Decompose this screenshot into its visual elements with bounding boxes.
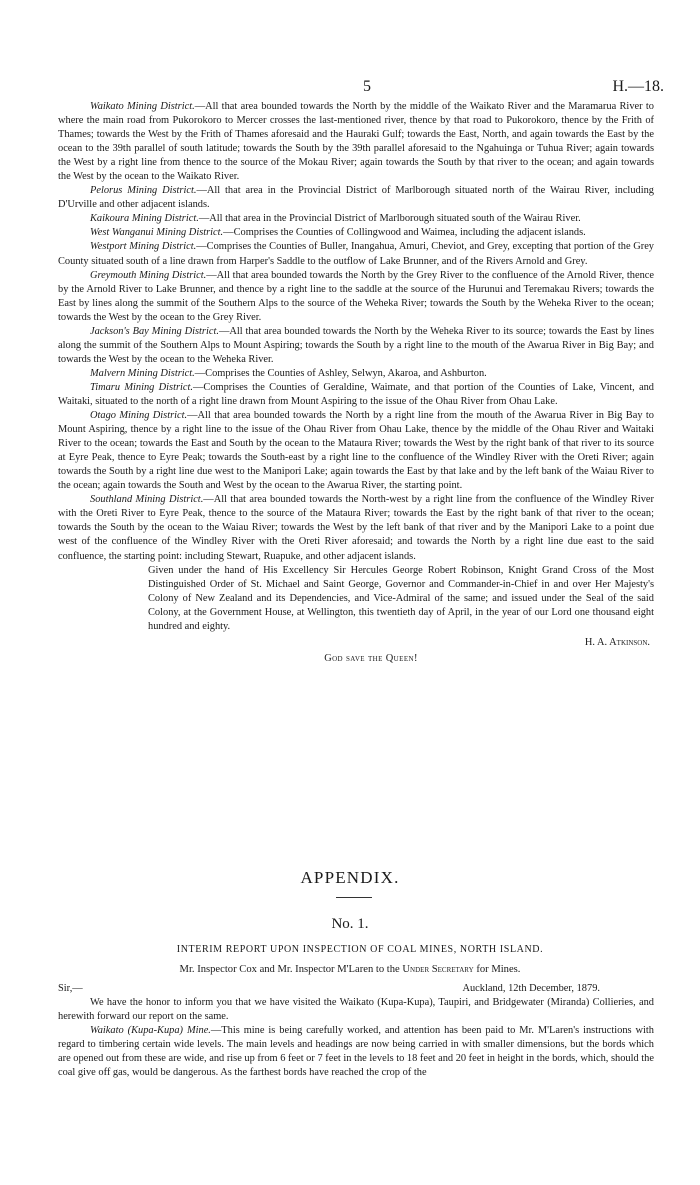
district-paragraph xyxy=(58,226,654,240)
salutation-row xyxy=(58,980,654,996)
page-number: 5 xyxy=(363,78,371,95)
district-paragraph xyxy=(58,184,654,212)
report-subtitle: INTERIM REPORT UPON INSPECTION OF COAL MINES, NORTH ISLAND. xyxy=(176,944,544,955)
district-name: Malvern Mining District. xyxy=(90,367,195,379)
district-description: —Comprises the Counties of Buller, Inangahua, Amuri, Cheviot, and Grey, excepting that portion of the Grey County situated south of a line drawn from Harper's Saddle to the outflow of Lake Brunner, and of the Rivers Arnold and Grey. xyxy=(58,241,655,267)
district-paragraph xyxy=(58,325,654,367)
district-description: —All that area bounded towards the North by the Weheka River to its source; towards the East by lines along the summit of the Southern Alps to Mount Aspiring; towards the South by a right line to the mouth of the Awarua River in Big Bay; and towards the West by the ocean to the Weheka River. xyxy=(58,325,654,365)
page-header xyxy=(0,78,700,98)
district-name: Kaikoura Mining District. xyxy=(90,213,199,225)
district-description: —Comprises the Counties of Geraldine, Waimate, and that portion of the Counties of Lake, Vincent, and Waitaki, situated to the north of a right line drawn from Mount Aspiring to the issue of the Ohau River from Ohau Lake. xyxy=(58,381,654,407)
district-description: —All that area bounded towards the North-west by a right line from the confluence of the Windley River with the Oreti River to Eyre Peak, thence to the source of the Mataura River; towards the East by the right bank of that river to the ocean; towards the South by the ocean to the Waiau River; towards the West by the left bank of that river and by the Manipori Lake to a point due west of the confluence of the Windley River with the Oreti River aforesaid; and towards the North by a right line due east to the said confluence, the starting point: including Stewart, Ruapuke, and other adjacent islands. xyxy=(58,494,654,562)
salutation: Sir,— xyxy=(58,983,83,994)
district-name: Southland Mining District. xyxy=(90,494,204,506)
district-description: —All that area bounded towards the North by the middle of the Waikato River and the Maramarua River to where the main road from Pukorokoro to Mercer crosses the last-mentioned river, thence by that road to Pukorokoro, thence by the Frith of Thames; towards the West by the Frith of Thames aforesaid and the Hauraki Gulf; towards the East, North, and again towards the East by the ocean to the 39th parallel of south latitude; towards the South by the 39th parallel aforesaid to the Ngahuinga or Tuhua River; again towards the West by a right line from thence to the source of the Mokau River; again towards the South by that river to the ocean; and again towards the West by the ocean to the Waikato River. xyxy=(58,101,654,183)
address-to: Under Secretary xyxy=(402,964,474,975)
district-paragraph xyxy=(58,409,654,493)
district-name: Waikato Mining District. xyxy=(90,101,195,112)
place-date: Auckland, 12th December, 1879. xyxy=(462,983,600,994)
district-description: —Comprises the Counties of Ashley, Selwyn, Akaroa, and Ashburton. xyxy=(194,367,487,379)
appendix-title: APPENDIX. xyxy=(300,868,400,887)
district-description: —All that area bounded towards the North by the Grey River to the confluence of the Arnold River, thence by the Arnold River to Lake Brunner, and thence by a right line to the saddle at the source of the Hurunui and Teremakau Rivers; towards the East by lines along the summit of the Southern Alps to the source of the Weheka River; towards the South by the Weheka River to the ocean; towards the West by the ocean to the Grey River. xyxy=(58,269,654,323)
proclamation-body xyxy=(58,100,654,666)
district-paragraph xyxy=(58,367,654,381)
district-paragraph xyxy=(58,100,654,184)
mine-name: Waikato (Kupa-Kupa) Mine. xyxy=(90,1025,211,1037)
given-under-hand: Given under the hand of His Excellency Sir Hercules George Robert Robinson, Knight Grand Cross of the Most Distinguished Order of St. Michael and Saint George, Governor and Commander-in-Chief in and over Her Majesty's Colony of New Zealand and its Dependencies, and Vice-Admiral of the same; and issued under the Seal of the said Colony, at the Government House, at Wellington, this twentieth day of April, in the year of our Lord one thousand eight hundred and eighty. xyxy=(148,564,654,632)
district-paragraph xyxy=(58,493,654,563)
document-reference: H.—18. xyxy=(612,78,664,95)
title-rule xyxy=(336,897,372,898)
signature: H. A. Atkinson. xyxy=(584,636,650,648)
mine-description: —This mine is being carefully worked, and attention has been paid to Mr. M'Laren's instructions with regard to timbering certain wide levels. The main levels and headings are now being carried in with smaller dimensions, but the bords which are opened out from these are wide, and rise up from 6 feet or 7 feet in the levels to 18 feet and 20 feet in height in the bords, which, should the coal give off gas, would be dangerous. As the farthest bords have reached the crop of the xyxy=(58,1025,654,1079)
god-save-the-queen: God save the Queen! xyxy=(324,652,418,664)
district-name: Otago Mining District. xyxy=(90,410,188,422)
report-address xyxy=(0,964,700,975)
district-description: —All that area in the Provincial District of Marlborough situated south of the Wairau River. xyxy=(198,213,581,225)
district-name: West Wanganui Mining District. xyxy=(90,227,224,239)
district-name: Jackson's Bay Mining District. xyxy=(90,325,219,337)
letter-paragraph xyxy=(58,1024,654,1080)
address-from: Mr. Inspector Cox and Mr. Inspector M'Laren to the xyxy=(179,964,400,975)
district-paragraph xyxy=(58,269,654,325)
district-name: Pelorus Mining District. xyxy=(90,185,197,197)
district-name: Greymouth Mining District. xyxy=(90,269,207,281)
district-description: —All that area in the Provincial District of Marlborough situated north of the Wairau River, including D'Urville and other adjacent islands. xyxy=(58,185,654,211)
letter-paragraph: We have the honor to inform you that we have visited the Waikato (Kupa-Kupa), Taupiri, and Bridgewater (Miranda) Collieries, and herewith forward our report on the same. xyxy=(58,997,654,1023)
district-paragraph xyxy=(58,212,654,226)
district-name: Westport Mining District. xyxy=(90,241,197,253)
district-name: Timaru Mining District. xyxy=(90,381,194,393)
address-end: for Mines. xyxy=(476,964,521,975)
district-description: —Comprises the Counties of Collingwood and Waimea, including the adjacent islands. xyxy=(223,227,586,239)
district-description: —All that area bounded towards the North by a right line from the mouth of the Awarua River in Big Bay to Mount Aspiring, thence by a right line to the issue of the Ohau River from Ohau Lake, thence by the middle of the Ohau River and Waitaki River to the ocean; towards the East and South by the ocean to the Mataura River; towards the West by the right bank of that river to its source at Eyre Peak, thence to Eyre Peak; towards the South-east by a right line to the confluence of the Windley River with the Oreti River; again towards the South by a right line due west to the Manipori Lake; again towards the East by that lake and by the left bank of the Waiau River to the ocean; again towards the South and West by the ocean to the Awarua River, the starting point. xyxy=(58,410,654,492)
appendix-number: No. 1. xyxy=(331,916,369,932)
district-paragraph xyxy=(58,240,654,268)
district-paragraph xyxy=(58,381,654,409)
letter-body xyxy=(58,980,654,1080)
